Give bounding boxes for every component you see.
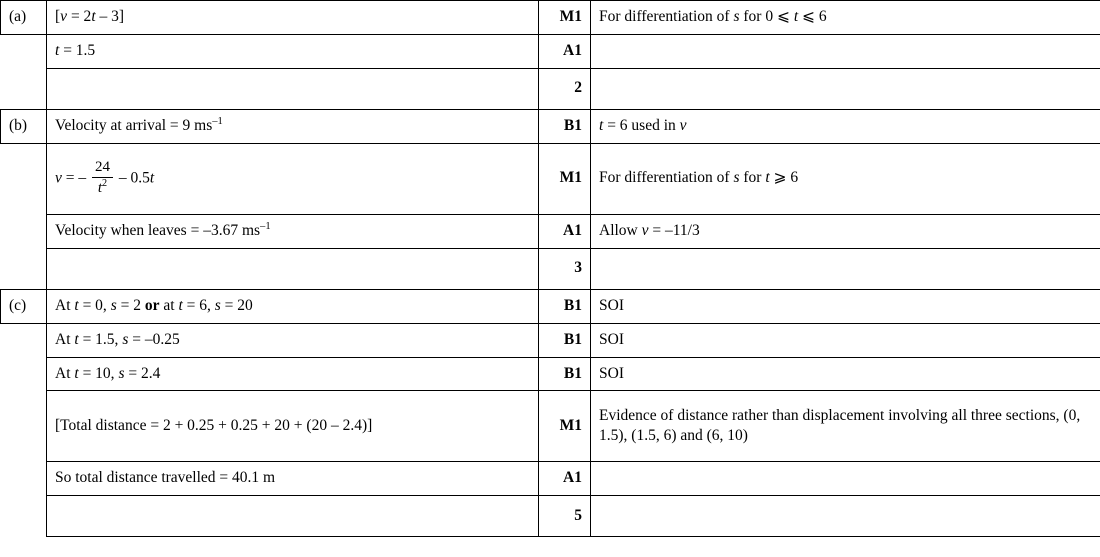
working-cell: v = – $\frac{24}{t^2}$ – 0.5t bbox=[47, 143, 539, 214]
table-row bbox=[1, 143, 1100, 214]
mark-cell: 2 bbox=[539, 68, 591, 109]
working-cell bbox=[47, 68, 539, 109]
working-cell: So total distance travelled = 40.1 m bbox=[47, 462, 539, 496]
note-cell: SOI bbox=[591, 357, 1100, 391]
working-cell bbox=[47, 496, 539, 537]
part-label: (a) bbox=[1, 1, 47, 35]
mark-cell: A1 bbox=[539, 214, 591, 248]
mark-cell: B1 bbox=[539, 109, 591, 143]
table-row bbox=[1, 323, 1100, 357]
table-row bbox=[1, 68, 1100, 109]
part-label bbox=[1, 248, 47, 289]
working-cell bbox=[47, 248, 539, 289]
part-label bbox=[1, 462, 47, 496]
working-cell: Velocity when leaves = –3.67 $ms^{-1}$ bbox=[47, 214, 539, 248]
mark-cell: M1 bbox=[539, 391, 591, 462]
note-cell bbox=[591, 496, 1100, 537]
note-cell: For differentiation of s for 0 ⩽ t ⩽ 6 bbox=[591, 1, 1100, 35]
note-cell bbox=[591, 34, 1100, 68]
mark-cell: M1 bbox=[539, 143, 591, 214]
note-cell: Evidence of distance rather than displacement involving all three sections, (0, 1.5), (1.5, 6) and (6, 10) bbox=[591, 391, 1100, 462]
working-cell: Velocity at arrival = 9 $ms^{-1}$ bbox=[47, 109, 539, 143]
note-cell: t = 6 used in v bbox=[591, 109, 1100, 143]
part-label bbox=[1, 496, 47, 537]
working-cell: At t = 0, s = 2 or at t = 6, s = 20 bbox=[47, 289, 539, 323]
working-cell: t = 1.5 bbox=[47, 34, 539, 68]
note-cell: SOI bbox=[591, 289, 1100, 323]
mark-cell: 3 bbox=[539, 248, 591, 289]
mark-cell: B1 bbox=[539, 323, 591, 357]
mark-cell: A1 bbox=[539, 462, 591, 496]
table-body bbox=[1, 1, 1100, 537]
table-row bbox=[1, 109, 1100, 143]
mark-cell: B1 bbox=[539, 289, 591, 323]
table-row bbox=[1, 391, 1100, 462]
mark-cell: 5 bbox=[539, 496, 591, 537]
mark-cell: A1 bbox=[539, 34, 591, 68]
table-row bbox=[1, 289, 1100, 323]
part-label bbox=[1, 323, 47, 357]
mark-cell: B1 bbox=[539, 357, 591, 391]
working-cell: [Total distance = 2 + 0.25 + 0.25 + 20 + (20 – 2.4)] bbox=[47, 391, 539, 462]
table-row bbox=[1, 214, 1100, 248]
table-row bbox=[1, 357, 1100, 391]
table-row bbox=[1, 34, 1100, 68]
note-cell bbox=[591, 462, 1100, 496]
working-cell: At t = 1.5, s = –0.25 bbox=[47, 323, 539, 357]
table-row bbox=[1, 496, 1100, 537]
part-label bbox=[1, 34, 47, 68]
note-cell bbox=[591, 248, 1100, 289]
mark-cell: M1 bbox=[539, 1, 591, 35]
part-label bbox=[1, 214, 47, 248]
part-label bbox=[1, 391, 47, 462]
part-label bbox=[1, 143, 47, 214]
table-row bbox=[1, 462, 1100, 496]
part-label bbox=[1, 357, 47, 391]
table-row bbox=[1, 1, 1100, 35]
note-cell: For differentiation of s for t ⩾ 6 bbox=[591, 143, 1100, 214]
note-cell: SOI bbox=[591, 323, 1100, 357]
working-cell: [v = 2t – 3] bbox=[47, 1, 539, 35]
part-label: (c) bbox=[1, 289, 47, 323]
table-row bbox=[1, 248, 1100, 289]
working-cell: At t = 10, s = 2.4 bbox=[47, 357, 539, 391]
note-cell: Allow v = –11/3 bbox=[591, 214, 1100, 248]
part-label: (b) bbox=[1, 109, 47, 143]
part-label bbox=[1, 68, 47, 109]
note-cell bbox=[591, 68, 1100, 109]
